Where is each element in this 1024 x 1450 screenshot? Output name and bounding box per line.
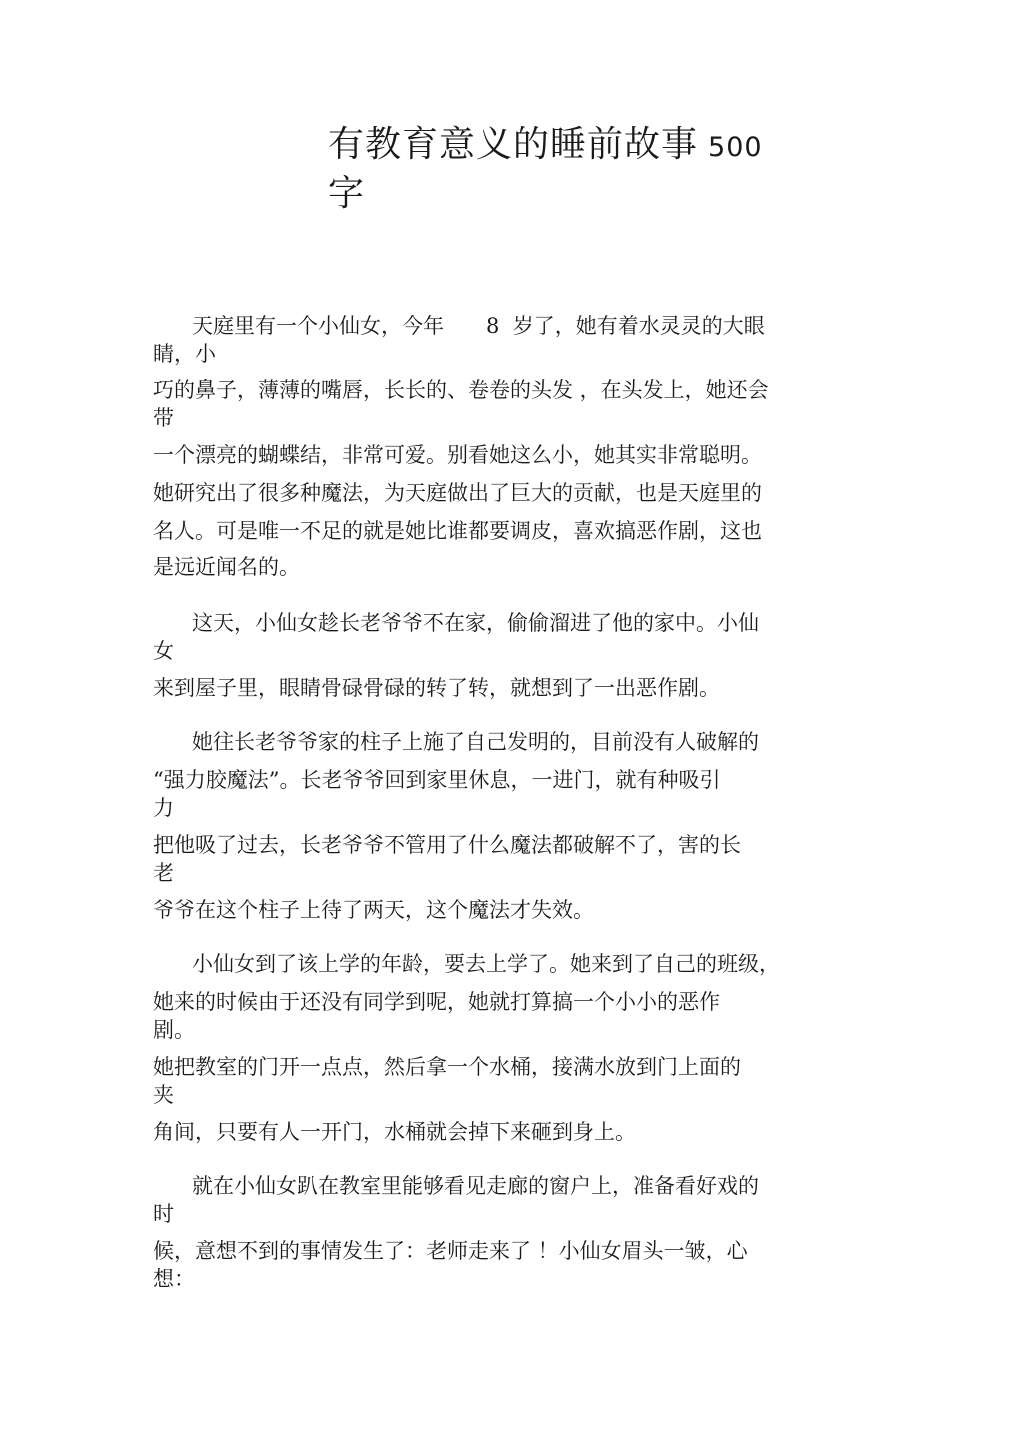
text-line: 她把教室的门开一点点，然后拿一个水桶，接满水放到门上面的 <box>153 1055 741 1079</box>
text-line: 名人。可是唯一不足的就是她比谁都要调皮，喜欢搞恶作剧，这也 <box>153 519 762 543</box>
text-line: 角间，只要有人一开门，水桶就会掉下来砸到身上。 <box>153 1120 636 1144</box>
text-line: 想： <box>153 1267 195 1291</box>
text-line: 是远近闻名的。 <box>153 555 300 579</box>
text-line: 睛，小 <box>153 342 216 366</box>
text-line: 把他吸了过去，长老爷爷不管用了什么魔法都破解不了，害的长 <box>153 833 741 857</box>
text-line: 她研究出了很多种魔法，为天庭做出了巨大的贡献，也是天庭里的 <box>153 481 762 505</box>
text-line: 带 <box>153 406 174 430</box>
text-line: 这天，小仙女趁长老爷爷不在家，偷偷溜进了他的家中。小仙 <box>192 611 759 635</box>
title-number: 500 <box>708 132 763 163</box>
text-line: 小仙女到了该上学的年龄，要去上学了。她来到了自己的班级， <box>192 952 780 976</box>
document-title <box>328 122 768 217</box>
text-line: 爷爷在这个柱子上待了两天，这个魔法才失效。 <box>153 898 594 922</box>
title-main: 有教育意义的睡前故事 <box>328 124 699 165</box>
text-line: 时 <box>153 1202 174 1226</box>
text-line: 力 <box>153 796 174 820</box>
text-line: 夹 <box>153 1083 174 1107</box>
text-line: 她往长老爷爷家的柱子上施了自己发明的，目前没有人破解的 <box>192 730 759 754</box>
text-line: 来到屋子里，眼睛骨碌骨碌的转了转，就想到了一出恶作剧。 <box>153 676 720 700</box>
title-tail: 字 <box>328 173 366 214</box>
text-line: 她来的时候由于还没有同学到呢，她就打算搞一个小小的恶作 <box>153 990 720 1014</box>
text-line: 候，意想不到的事情发生了：老师走来了 ！小仙女眉头一皱，心 <box>153 1239 748 1263</box>
text-line: 天庭里有一个小仙女，今年 8 岁了，她有着水灵灵的大眼 <box>192 314 765 338</box>
text-line: 巧的鼻子，薄薄的嘴唇，长长的、卷卷的头发 ，在头发上，她还会 <box>153 378 769 402</box>
text-line: 女 <box>153 639 174 663</box>
text-line: 老 <box>153 861 174 885</box>
text-line: 就在小仙女趴在教室里能够看见走廊的窗户上，准备看好戏的 <box>192 1174 759 1198</box>
text-line: 剧。 <box>153 1018 195 1042</box>
text-line: 一个漂亮的蝴蝶结，非常可爱。别看她这么小，她其实非常聪明。 <box>153 443 762 467</box>
text-line: “强力胶魔法”。长老爷爷回到家里休息，一进门，就有种吸引 <box>153 768 721 792</box>
